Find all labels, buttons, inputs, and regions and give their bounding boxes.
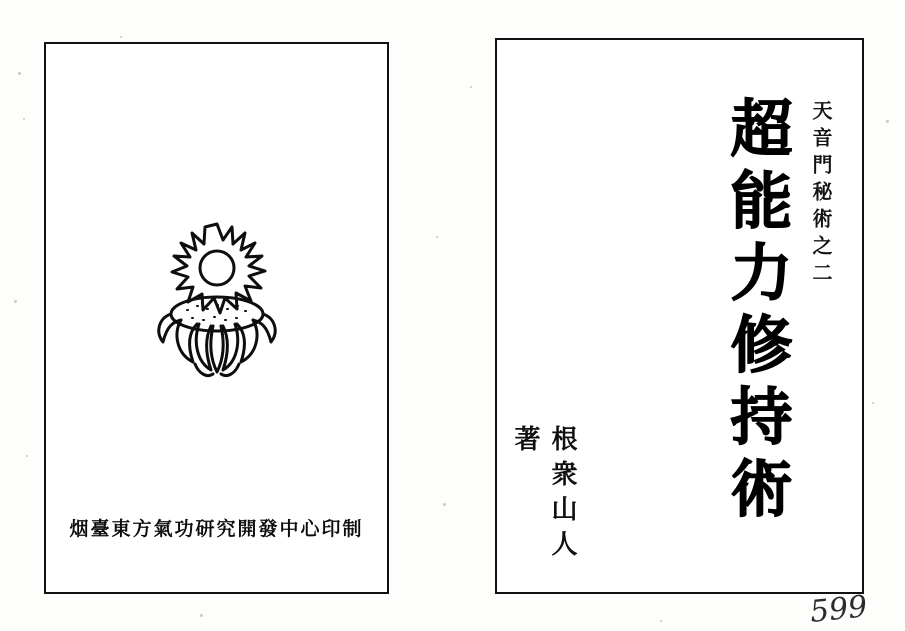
series-subtitle: 天音門秘術之二 [809,100,833,289]
scan-speck [23,118,25,120]
author-byline: 根衆山人著 [510,425,577,565]
scan-speck [200,614,203,617]
back-cover-panel [44,42,389,594]
scan-speck [660,620,662,622]
front-cover-panel [495,38,864,594]
scan-speck [886,120,889,123]
publisher-imprint: 烟臺東方氣功研究開發中心印制 [69,518,364,540]
scan-speck [26,455,28,457]
book-title: 超能力修持術 [720,96,793,528]
scan-speck [470,86,472,88]
scan-speck [443,503,446,506]
scan-speck [18,72,21,75]
scan-speck [14,300,17,303]
scan-speck [872,402,874,404]
lotus-sun-emblem [137,214,297,394]
handwritten-mark: 599 [808,589,869,630]
scan-speck [436,236,438,238]
scan-speck [120,36,122,38]
